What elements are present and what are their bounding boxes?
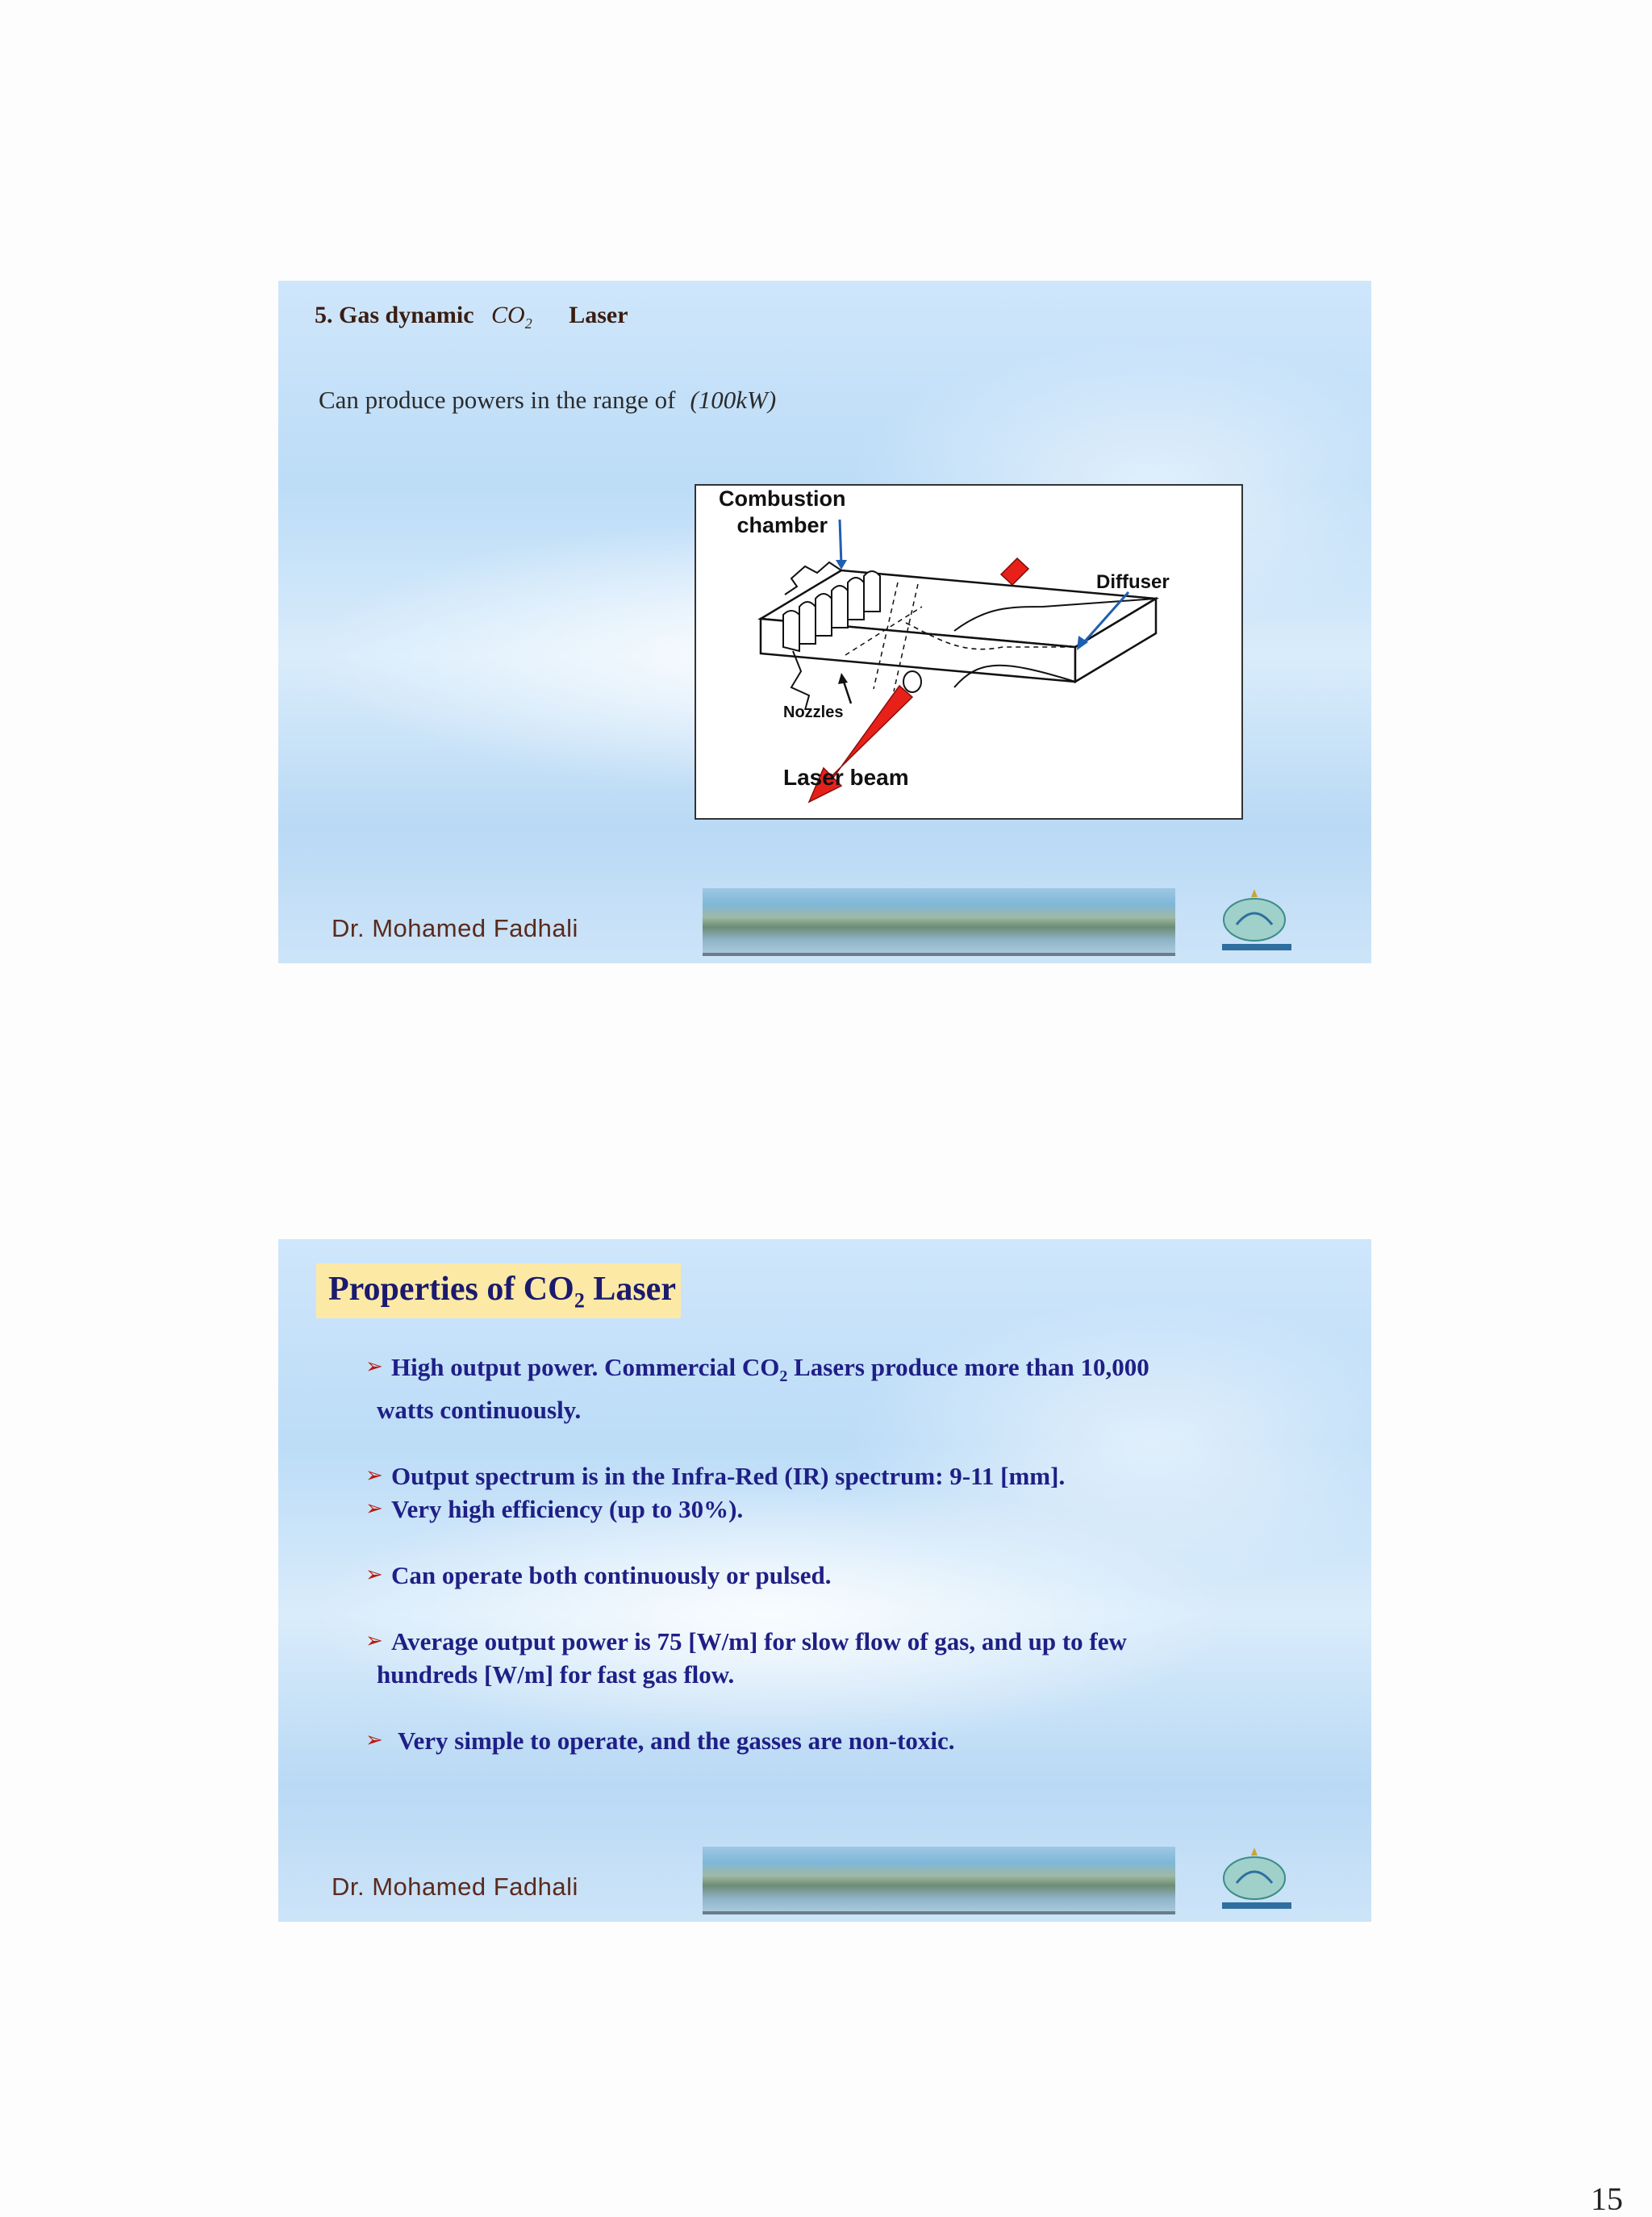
combustion-chamber-label: Combustion chamber bbox=[719, 486, 846, 537]
arrow-bullet-icon: ➢ bbox=[365, 1497, 383, 1522]
list-item: ➢ Very simple to operate, and the gasses are non-toxic. bbox=[383, 1724, 1311, 1757]
arrow-bullet-icon: ➢ bbox=[365, 1629, 383, 1654]
slide1-heading bbox=[315, 302, 628, 332]
properties-list bbox=[365, 1351, 1311, 1757]
arrow-bullet-icon: ➢ bbox=[365, 1728, 383, 1753]
laser-beam-label: Laser beam bbox=[783, 765, 909, 790]
slide2-title: Properties of $CO_2$ Laser bbox=[328, 1271, 676, 1313]
list-item: ➢ Can operate both continuously or pulsed. bbox=[383, 1559, 1311, 1592]
heading-chem: $CO_2$ bbox=[491, 302, 532, 332]
heading-suffix: Laser bbox=[569, 302, 628, 328]
list-item: ➢ High output power. Commercial $CO_2$ Lasers produce more than 10,000 watts continuously. bbox=[383, 1351, 1311, 1426]
campus-banner-image bbox=[703, 888, 1175, 956]
gas-dynamic-laser-diagram bbox=[695, 484, 1243, 820]
arrow-bullet-icon: ➢ bbox=[365, 1463, 383, 1488]
nozzles-label: Nozzles bbox=[783, 704, 844, 721]
university-logo-icon bbox=[1204, 886, 1309, 958]
university-logo-icon bbox=[1204, 1844, 1309, 1917]
heading-prefix: 5. Gas dynamic bbox=[315, 302, 474, 328]
page-number: 15 bbox=[1591, 2181, 1623, 2217]
slide-gas-dynamic-laser bbox=[278, 281, 1371, 963]
arrow-bullet-icon: ➢ bbox=[365, 1563, 383, 1588]
list-item: ➢ Average output power is 75 [W/m] for slow flow of gas, and up to few hundreds [W/m] for fast gas flow. bbox=[383, 1625, 1311, 1691]
diffuser-label: Diffuser bbox=[1096, 571, 1170, 593]
list-item: ➢ Very high efficiency (up to 30%). bbox=[383, 1493, 1311, 1526]
footer-author: Dr. Mohamed Fadhali bbox=[332, 1873, 578, 1901]
list-item: ➢ Output spectrum is in the Infra-Red (IR) spectrum: 9-11 [mm]. bbox=[383, 1459, 1311, 1493]
arrow-bullet-icon: ➢ bbox=[365, 1355, 383, 1379]
power-range-text: Can produce powers in the range of (100kW) bbox=[319, 386, 777, 414]
power-value: (100kW) bbox=[690, 386, 777, 414]
footer-author: Dr. Mohamed Fadhali bbox=[332, 914, 578, 942]
slide-co2-properties bbox=[278, 1239, 1371, 1922]
campus-banner-image bbox=[703, 1847, 1175, 1914]
